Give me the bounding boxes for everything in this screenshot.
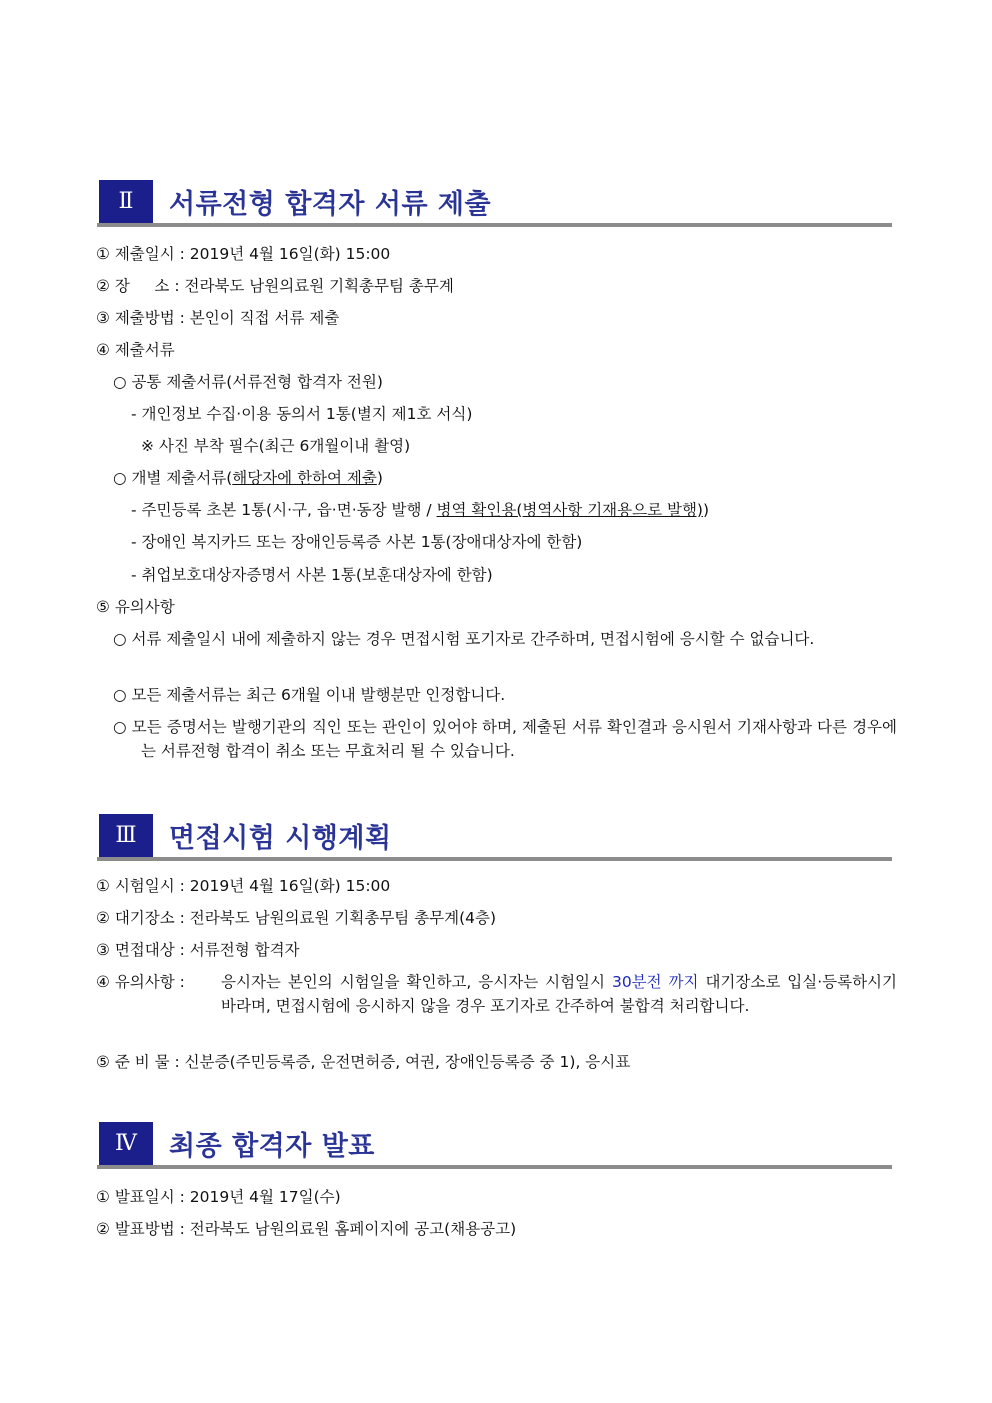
s3-exam-target: ③ 면접대상 : 서류전형 합격자 bbox=[96, 941, 300, 959]
s2-docs-title: ④ 제출서류 bbox=[96, 341, 175, 359]
s3-waiting-place: ② 대기장소 : 전라북도 남원의료원 기획총무팀 총무계(4층) bbox=[96, 909, 497, 927]
s2-note-1: ○ 서류 제출일시 내에 제출하지 않는 경우 면접시험 포기자로 간주하며, 면접시험에 응시할 수 없습니다. bbox=[113, 630, 815, 648]
s2-resident-item bbox=[131, 498, 709, 522]
section-3-header bbox=[97, 812, 892, 864]
s4-announce-method: ② 발표방법 : 전라북도 남원의료원 홈페이지에 공고(채용공고) bbox=[96, 1220, 517, 1238]
s3-notes-label: ④ 유의사항 : bbox=[96, 973, 185, 991]
section-4-header bbox=[97, 1120, 892, 1172]
section-4-rule bbox=[97, 1165, 892, 1169]
s3-exam-date: ① 시험일시 : 2019년 4월 16일(화) 15:00 bbox=[96, 877, 391, 895]
s3-notes-pre: 응시자는 본인의 시험일을 확인하고, 응시자는 시험일시 bbox=[221, 973, 612, 991]
section-2-rule bbox=[97, 223, 892, 227]
section-2-header bbox=[97, 178, 892, 230]
section-3-title: 면접시험 시행계획 bbox=[169, 823, 392, 854]
s2-submit-place bbox=[96, 274, 454, 298]
s2-veteran-item: - 취업보호대상자증명서 사본 1통(보훈대상자에 한함) bbox=[131, 566, 493, 584]
s2-notes-title: ⑤ 유의사항 bbox=[96, 598, 175, 616]
s2-individual-title bbox=[113, 466, 383, 490]
s2-common-note: ※ 사진 부착 필수(최근 6개월이내 촬영) bbox=[141, 437, 411, 455]
s2-common-title: ○ 공통 제출서류(서류전형 합격자 전원) bbox=[113, 373, 383, 391]
s3-notes-post: 대기장소로 입실·등록하시기 바라며, 면접시험에 응시하지 않을 경우 포기자로 간주하여 불합격 처리합니다. bbox=[221, 973, 897, 1015]
s2-individual-suffix: ) bbox=[376, 469, 383, 487]
s2-disability-item: - 장애인 복지카드 또는 장애인등록증 사본 1통(장애대상자에 한함) bbox=[131, 533, 583, 551]
section-2-numeral: Ⅱ bbox=[99, 180, 153, 223]
s2-note-2: ○ 모든 제출서류는 최근 6개월 이내 발행분만 인정합니다. bbox=[113, 686, 506, 704]
s2-resident-underline: 병역 확인용(병역사항 기재용으로 발행) bbox=[436, 501, 703, 519]
s2-submit-date: ① 제출일시 : 2019년 4월 16일(화) 15:00 bbox=[96, 245, 391, 263]
section-4-numeral: Ⅳ bbox=[99, 1122, 153, 1165]
s3-notes-text bbox=[221, 970, 897, 1018]
s2-individual-prefix: ○ 개별 제출서류( bbox=[113, 469, 233, 487]
section-3-rule bbox=[97, 857, 892, 861]
s3-preparation: ⑤ 준 비 물 : 신분증(주민등록증, 운전면허증, 여권, 장애인등록증 중 1), 응시표 bbox=[96, 1053, 631, 1071]
s2-submit-method: ③ 제출방법 : 본인이 직접 서류 제출 bbox=[96, 309, 340, 327]
s2-resident-prefix: - 주민등록 초본 1통(시·구, 읍·면·동장 발행 / bbox=[131, 501, 437, 519]
s2-individual-underline: 해당자에 한하여 제출 bbox=[232, 469, 377, 487]
s2-common-item: - 개인정보 수집·이용 동의서 1통(별지 제1호 서식) bbox=[131, 405, 473, 423]
s2-submit-place-text: ② 장 소 : 전라북도 남원의료원 기획총무팀 총무계 bbox=[96, 277, 454, 295]
s2-resident-suffix: ) bbox=[702, 501, 710, 519]
section-2-title: 서류전형 합격자 서류 제출 bbox=[169, 189, 492, 220]
s3-notes-highlight: 30분전 까지 bbox=[611, 973, 699, 991]
section-3-numeral: Ⅲ bbox=[99, 814, 153, 857]
section-4-title: 최종 합격자 발표 bbox=[169, 1131, 375, 1162]
s2-note-3: ○ 모든 증명서는 발행기관의 직인 또는 관인이 있어야 하며, 제출된 서류 확인결과 응시원서 기재사항과 다른 경우에는 서류전형 합격이 취소 또는 무효처리 될 수 있습니다. bbox=[113, 718, 897, 760]
s4-announce-date: ① 발표일시 : 2019년 4월 17일(수) bbox=[96, 1188, 341, 1206]
